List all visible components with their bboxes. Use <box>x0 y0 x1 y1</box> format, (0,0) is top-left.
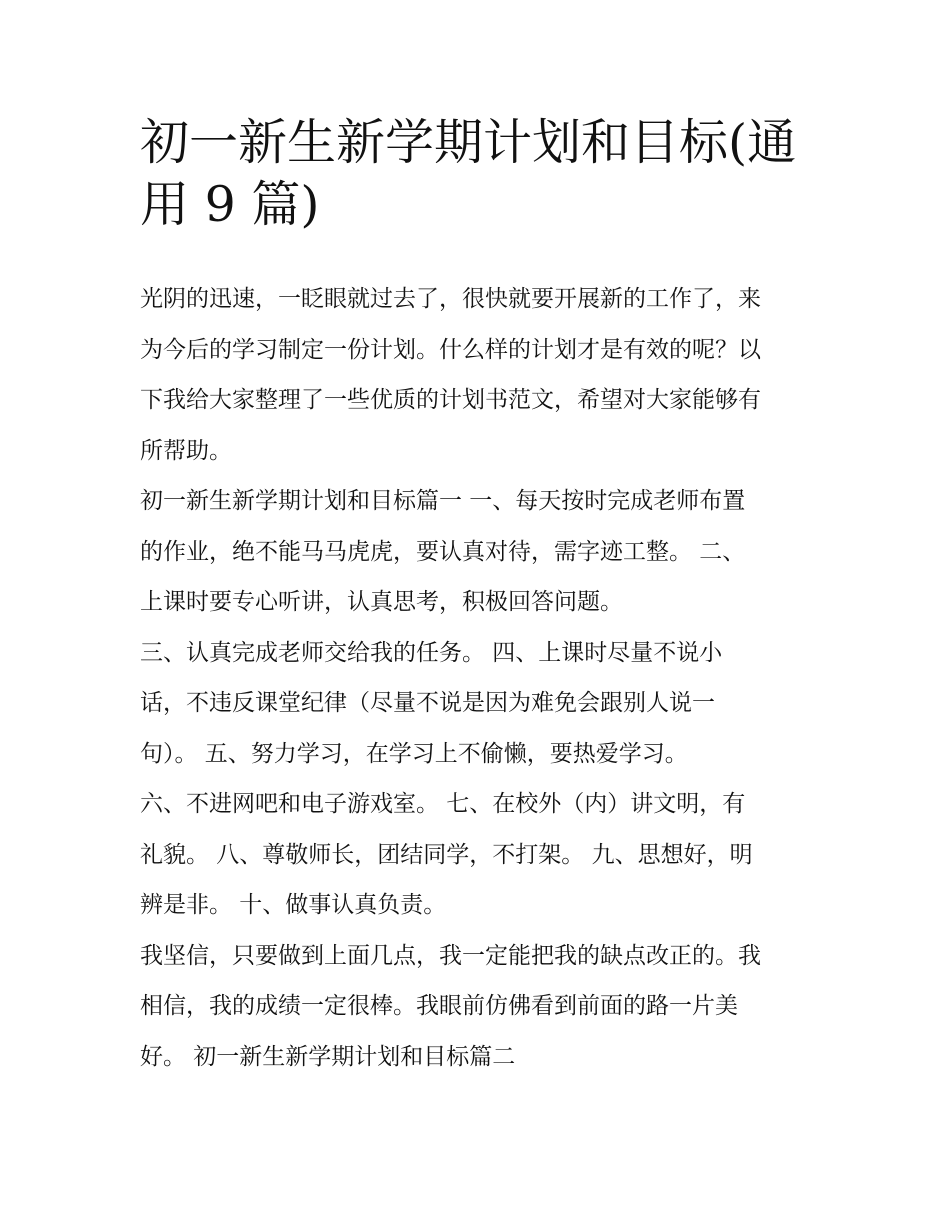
text-line: 为今后的学习制定一份计划。什么样的计划才是有效的呢？以 <box>140 336 761 363</box>
text-line: 六、不进网吧和电子游戏室。 七、在校外（内）讲文明，有 <box>140 791 746 817</box>
text-line: 好。 初一新生新学期计划和目标篇二 <box>140 1043 516 1070</box>
paragraph-items-3-5 <box>140 628 820 780</box>
text-line: 光阴的迅速，一眨眼就过去了，很快就要开展新的工作了，来 <box>140 286 761 312</box>
text-line: 所帮助。 <box>140 437 232 464</box>
document-title <box>140 112 820 236</box>
text-line: 辨是非。 十、做事认真负责。 <box>140 892 447 918</box>
title-line-1: 初一新生新学期计划和目标(通 <box>140 114 797 171</box>
text-line: 我坚信，只要做到上面几点，我一定能把我的缺点改正的。我 <box>140 942 761 969</box>
title-line-2: 用 9 篇) <box>140 176 320 233</box>
paragraph-items-6-10 <box>140 779 820 931</box>
text-line: 话，不违反课堂纪律（尽量不说是因为难免会跟别人说一 <box>140 690 715 716</box>
text-line: 礼貌。 八、尊敬师长，团结同学，不打架。 九、思想好，明 <box>140 841 753 868</box>
text-line: 句）。 五、努力学习，在学习上不偷懒，要热爱学习。 <box>140 740 688 767</box>
text-line: 上课时要专心听讲，认真思考，积极回答问题。 <box>140 589 623 615</box>
text-line: 的作业，绝不能马马虎虎，要认真对待，需字迹工整。 二、 <box>140 538 746 565</box>
text-line: 初一新生新学期计划和目标篇一 一、每天按时完成老师布置 <box>140 488 746 514</box>
text-line: 相信，我的成绩一定很棒。我眼前仿佛看到前面的路一片美 <box>140 993 738 1019</box>
paragraph-intro <box>140 274 820 476</box>
text-line: 三、认真完成老师交给我的任务。 四、上课时尽量不说小 <box>140 639 723 666</box>
paragraph-conclusion <box>140 931 820 1083</box>
document-page <box>140 112 820 1082</box>
paragraph-part-one <box>140 476 820 628</box>
text-line: 下我给大家整理了一些优质的计划书范文，希望对大家能够有 <box>140 387 761 413</box>
